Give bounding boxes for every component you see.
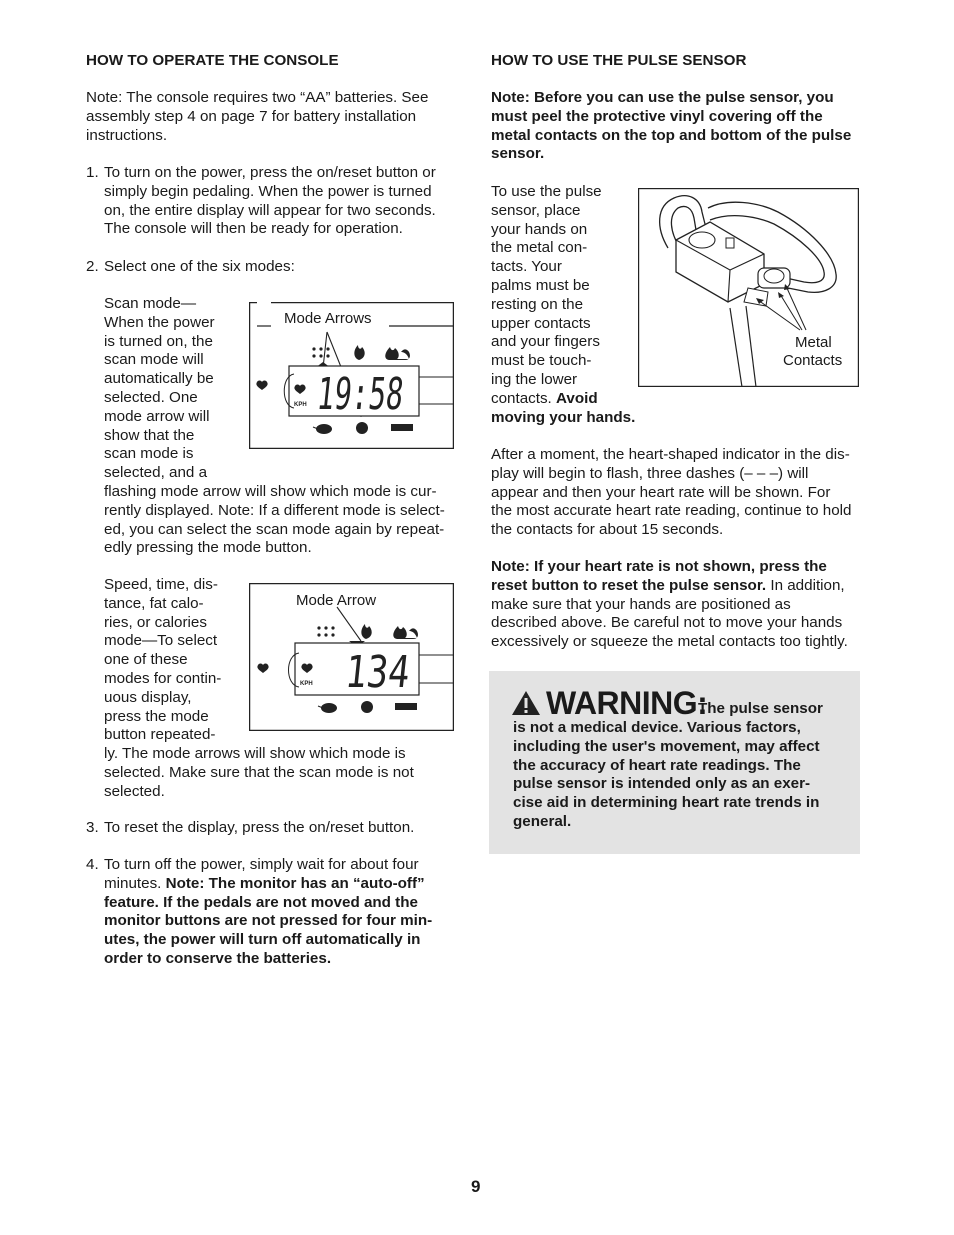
- heart-rate-text: After a moment, the heart-shaped indicator in the dis- play will begin to flash, three dashes (– – –) will appear and then your heart rate will be shown. For the most accurate heart rate reading, continue to hold the contacts for about 15 seconds.: [491, 446, 852, 539]
- lcd-digits: 19:58: [314, 369, 453, 420]
- section-heading-console: HOW TO OPERATE THE CONSOLE: [86, 52, 339, 69]
- mode-arrows-label: Mode Arrows: [284, 310, 372, 327]
- speed-mode-continued: ly. The mode arrows will show which mode is selected. Make sure that the scan mode is not selected.: [104, 745, 414, 800]
- unit-label: KPH: [294, 402, 307, 408]
- step-1-text: To turn on the power, press the on/reset button or simply begin pedaling. When the power is turned on, the entire display will appear for two seconds. The console will then be ready for operation.: [104, 164, 436, 238]
- step-1-number: 1.: [86, 164, 99, 181]
- warning-text: is not a medical device. Various factors, including the user's movement, may affect the accuracy of heart rate readings. The pulse sensor is intended only as an exer- cise aid in determining heart rate trends in general.: [513, 719, 820, 830]
- battery-note: Note: The console requires two “AA” batteries. See assembly step 4 on page 7 for battery installation instructions.: [86, 89, 429, 144]
- warning-triangle-icon: [511, 690, 541, 722]
- scan-mode-continued: flashing mode arrow will show which mode is cur- rently displayed. Note: If a different mode is select- ed, you can select the scan mode again by repeat- edly pressing the mode button.: [104, 483, 445, 557]
- warning-title: WARNING:: [546, 685, 708, 721]
- lcd-digits: 134: [342, 647, 428, 698]
- unit-label: KPH: [300, 681, 313, 687]
- reset-note: Note: If your heart rate is not shown, press the reset button to reset the pulse sensor. In addition, make sure that your hands are positioned as described above. Be careful not to move your hands excessively or squeeze the metal contacts too tightly.: [491, 558, 848, 651]
- section-heading-pulse: HOW TO USE THE PULSE SENSOR: [491, 52, 747, 69]
- page-number: 9: [471, 1177, 481, 1196]
- distance-bar-icon: [395, 703, 417, 710]
- step-4-number: 4.: [86, 856, 99, 873]
- step-3-number: 3.: [86, 819, 99, 836]
- step-2-text: Select one of the six modes:: [104, 258, 295, 275]
- step-4-text: To turn off the power, simply wait for about four minutes. Note: The monitor has an “auto-off” feature. If the pedals are not moved and the monitor buttons are not pressed for four min- utes, the power will turn off automatically in order to conserve the batteries.: [104, 856, 433, 967]
- step-3-text: To reset the display, press the on/reset button.: [104, 819, 415, 836]
- metal-contacts-label-1: Metal: [795, 334, 832, 351]
- clock-icon: [356, 422, 368, 434]
- clock-icon: [361, 701, 373, 713]
- speed-mode-text: Speed, time, dis- tance, fat calo- ries, or calories mode—To select one of these modes for contin- uous display, press the mode button repeated-: [104, 576, 222, 744]
- mode-arrow-label: Mode Arrow: [296, 592, 377, 609]
- scan-mode-text: Scan mode— When the power is turned on, the scan mode will automatically be selected. One mode arrow will show that the scan mode is selected, and a: [104, 295, 215, 482]
- distance-bar-icon: [391, 424, 413, 431]
- vinyl-note: Note: Before you can use the pulse sensor, you must peel the protective vinyl covering off the metal contacts on the top and bottom of the pulse sensor.: [491, 89, 852, 163]
- pulse-usage-text: To use the pulse sensor, place your hands on the metal con- tacts. Your palms must be resting on the upper contacts and your fingers must be touch- ing the lower contacts. Avoid moving your hands.: [491, 183, 636, 426]
- warning-first-line: The pulse sensor: [698, 700, 823, 717]
- step-2-number: 2.: [86, 258, 99, 275]
- metal-contacts-label-2: Contacts: [783, 352, 843, 369]
